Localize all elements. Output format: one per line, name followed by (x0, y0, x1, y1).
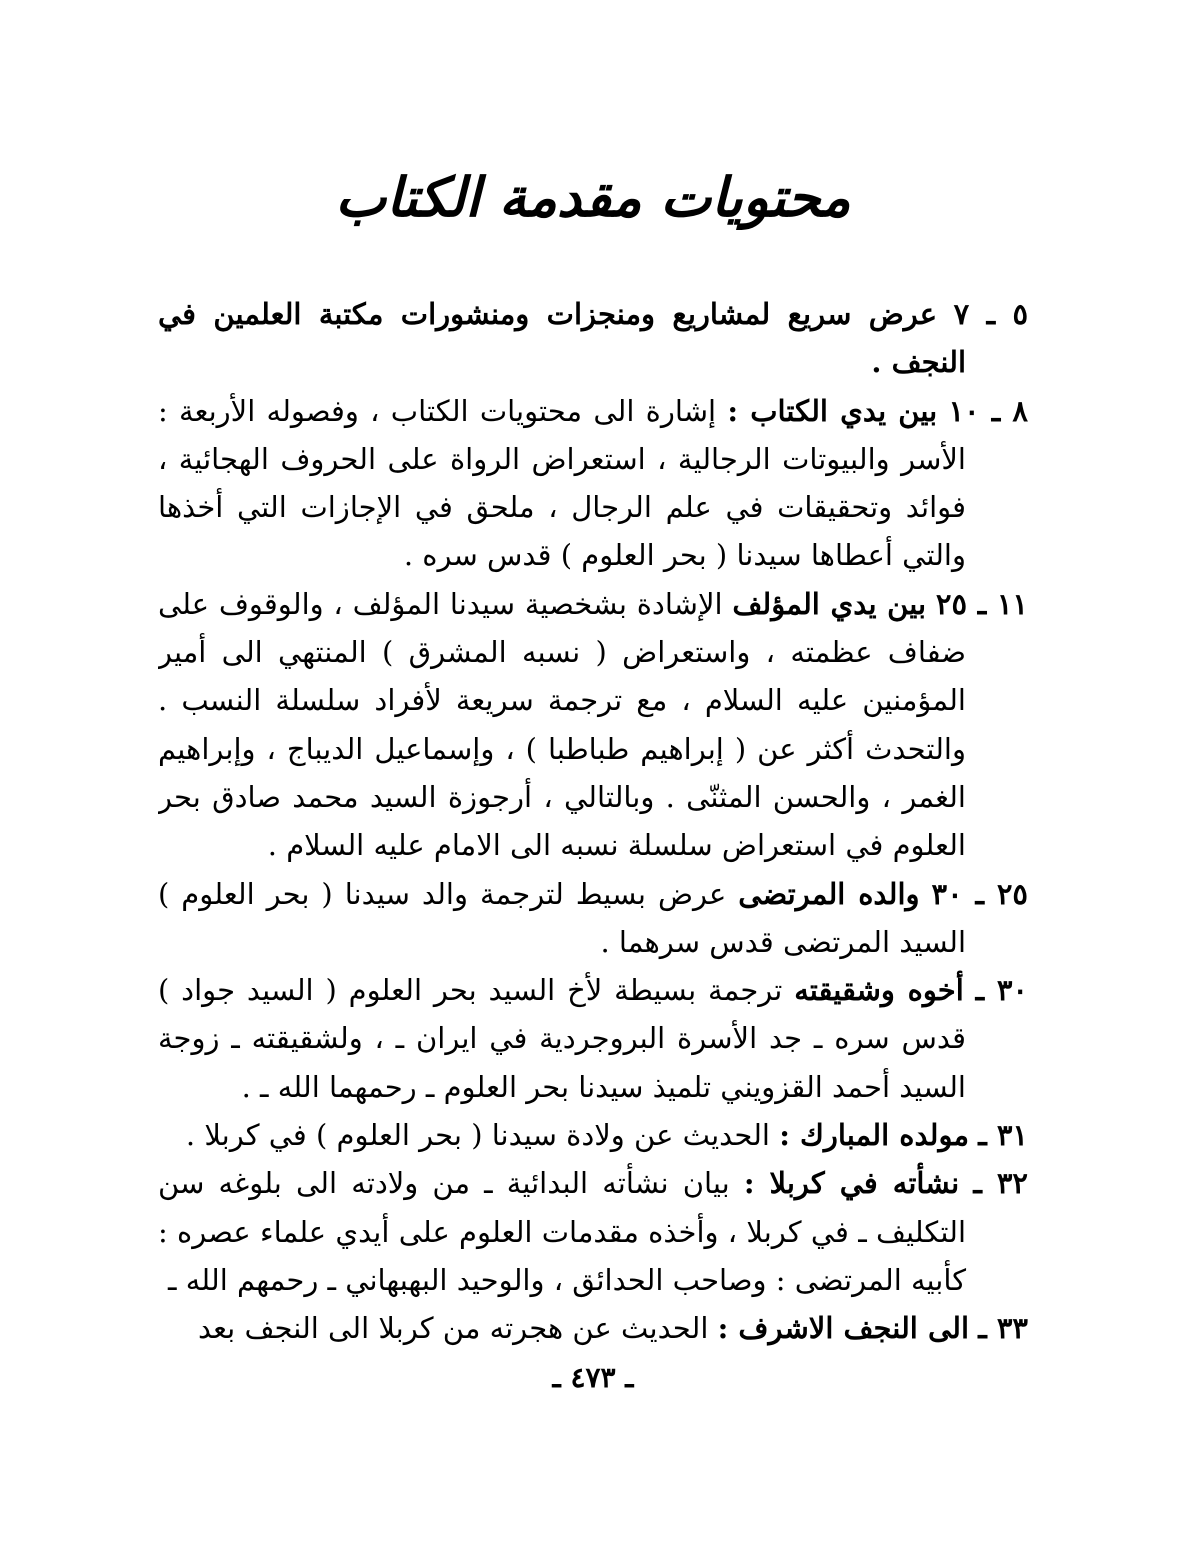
entry-heading: أخوه وشقيقته (794, 973, 964, 1008)
entry-text: بيان نشأته البدائية ـ من ولادته الى بلوغه سن التكليف ـ في كربلا ، وأخذه مقدمات العلوم على أيدي علماء عصره : كأبيه المرتضى : وصاحب الحدائق ، والوحيد البهبهاني ـ رحمهم الله ـ (158, 1166, 966, 1297)
entry-page-range: ٣٢ ـ (973, 1166, 1028, 1201)
entry-heading: الى النجف الاشرف : (717, 1311, 970, 1346)
entry-text: إشارة الى محتويات الكتاب ، وفصوله الأربعة : الأسر والبيوتات الرجالية ، استعراض الرواة على الحروف الهجائية ، فوائد وتحقيقات في علم الرجال ، ملحق في الإجازات التي أخذها والتي أعطاها سيدنا ( بحر العلوم ) قدس سره . (158, 393, 966, 573)
contents-list (158, 290, 1028, 1350)
entry-heading: مولده المبارك : (779, 1118, 970, 1153)
entry-text: عرض بسيط لترجمة والد سيدنا ( بحر العلوم ) السيد المرتضى قدس سرهما . (158, 876, 966, 959)
page-number: ـ ٤٧٣ ـ (552, 1361, 634, 1394)
entry-heading: بين يدي الكتاب : (727, 393, 938, 428)
contents-entry (158, 1304, 1028, 1350)
entry-text: الحديث عن هجرته من كربلا الى النجف بعد (197, 1311, 709, 1346)
entry-page-range: ٢٥ ـ ٣٠ (931, 876, 1028, 911)
entry-page-range: ٣١ ـ (978, 1118, 1028, 1153)
entry-page-range: ٨ ـ ١٠ (948, 393, 1028, 428)
contents-entry (158, 387, 1028, 580)
contents-entry (158, 1159, 1028, 1304)
entry-text: ترجمة بسيطة لأخ السيد بحر العلوم ( السيد جواد ) قدس سره ـ جد الأسرة البروجردية في ايران ـ ، ولشقيقته ـ زوجة السيد أحمد القزويني تلميذ سيدنا بحر العلوم ـ رحمهما الله ـ . (158, 973, 966, 1104)
entry-heading: والده المرتضى (738, 876, 920, 911)
entry-page-range: ٣٠ ـ (975, 973, 1028, 1008)
page-title: محتويات مقدمة الكتاب (335, 165, 851, 229)
entry-page-range: ٣٣ ـ (978, 1311, 1028, 1346)
contents-entry (158, 580, 1028, 870)
contents-entry (158, 1111, 1028, 1159)
entry-heading: نشأته في كربلا : (743, 1166, 960, 1201)
contents-entry (158, 290, 1028, 387)
entry-heading: عرض سريع لمشاريع ومنجزات ومنشورات مكتبة العلمين في النجف . (158, 297, 966, 380)
contents-entry (158, 966, 1028, 1111)
entry-page-range: ١١ ـ ٢٥ (935, 586, 1028, 621)
contents-entry (158, 870, 1028, 967)
entry-text: الإشادة بشخصية سيدنا المؤلف ، والوقوف على ضفاف عظمته ، واستعراض ( نسبه المشرق ) المنتهي الى أمير المؤمنين عليه السلام ، مع ترجمة سريعة لأفراد سلسلة النسب . والتحدث أكثر عن ( إبراهيم طباطبا ) ، وإسماعيل الديباج ، وإبراهيم الغمر ، والحسن المثنّى . وبالتالي ، أرجوزة السيد محمد صادق بحر العلوم في استعراض سلسلة نسبه الى الامام عليه السلام . (158, 586, 966, 863)
entry-heading: بين يدي المؤلف (732, 586, 927, 621)
entry-text: الحديث عن ولادة سيدنا ( بحر العلوم ) في كربلا . (185, 1118, 770, 1153)
entry-page-range: ٥ ـ ٧ (953, 297, 1028, 331)
